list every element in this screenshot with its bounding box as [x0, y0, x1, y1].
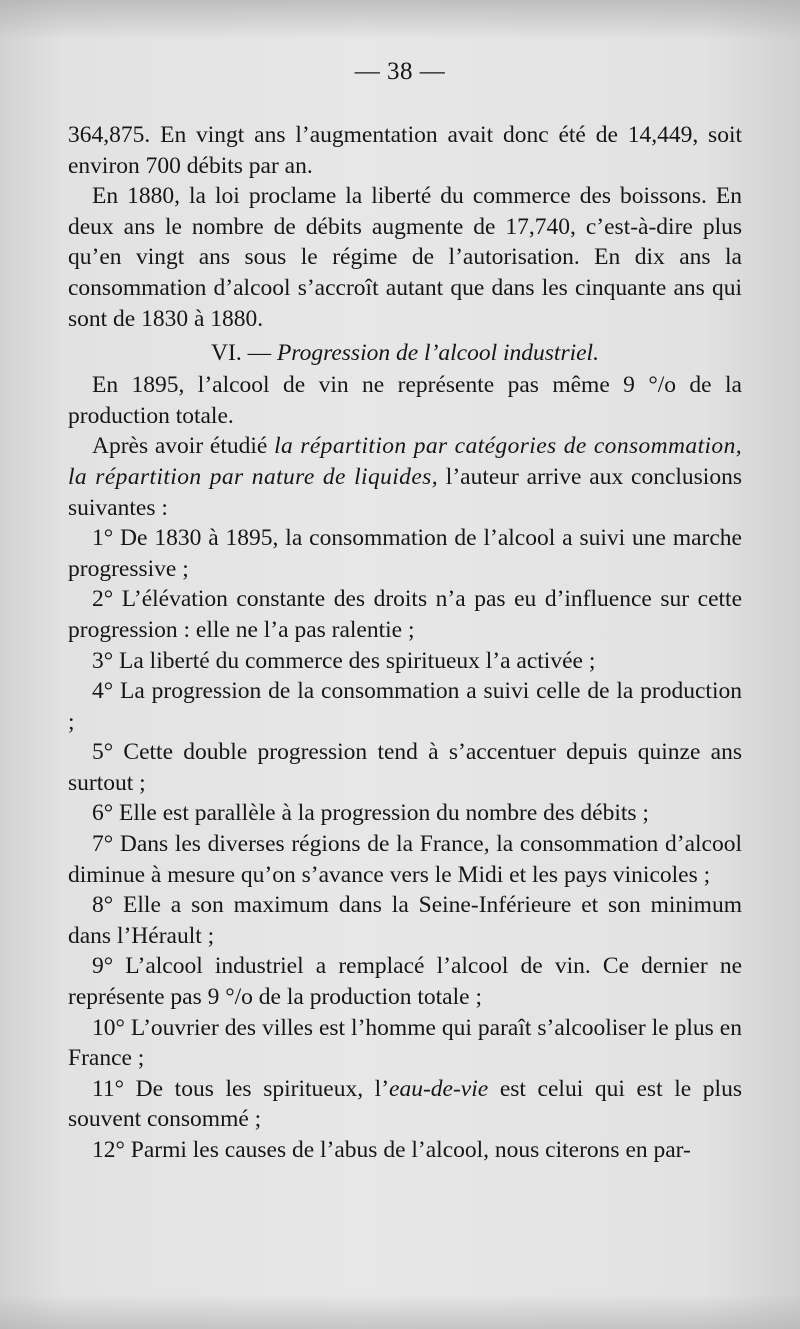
page-number: — 38 —: [354, 58, 446, 85]
paragraph-debit-increase: 364,875. En vingt ans l’augmentation avait donc été de 14,449, soit environ 700 débits par an.: [68, 122, 742, 179]
conclusion-item-7: 7° Dans les diverses régions de la France, la consommation d’alcool diminue à mesure qu’on s’avance vers le Midi et les pays vinicoles ;: [68, 831, 742, 888]
intro-text-after: l’auteur arrive aux conclusions suivantes :: [68, 463, 742, 521]
page-body: [68, 120, 742, 1166]
conclusion-item-3: 3° La liberté du commerce des spiritueux l’a activée ;: [92, 647, 596, 674]
conclusion-item-11: [68, 1074, 742, 1135]
conclusion-item-4: 4° La progression de la consommation a suivi celle de la production ;: [68, 678, 742, 735]
conclusion-11-text-before: 11° De tous les spiritueux, l’: [92, 1075, 390, 1102]
conclusion-item-8: 8° Elle a son maximum dans la Seine-Inférieure et son minimum dans l’Hérault ;: [68, 892, 742, 949]
conclusion-item-10: 10° L’ouvrier des villes est l’homme qui paraît s’alcooliser le plus en France ;: [68, 1014, 742, 1072]
conclusion-11-text-after: est celui qui est le plus souvent consommé ;: [68, 1075, 742, 1133]
conclusion-item-1: 1° De 1830 à 1895, la consommation de l’alcool a suivi une marche progressive ;: [68, 525, 742, 582]
conclusion-11-italic-term: eau-de-vie: [389, 1075, 489, 1102]
section-title: Progression de l’alcool industriel.: [276, 340, 599, 367]
paragraph-author-conclusions-intro: [68, 431, 742, 523]
intro-italic-categories: la répartition par catégories de consommation, la répartition par nature de liquides,: [68, 433, 743, 490]
intro-text-before: Après avoir étudié: [92, 433, 275, 460]
conclusion-item-9: 9° L’alcool industriel a remplacé l’alcool de vin. Ce dernier ne représente pas 9 °/o de la production totale ;: [68, 953, 742, 1011]
conclusion-item-5: 5° Cette double progression tend à s’accentuer depuis quinze ans surtout ;: [68, 739, 742, 796]
section-heading-vi: [68, 334, 742, 370]
paragraph-wine-alcohol-share: En 1895, l’alcool de vin ne représente pas même 9 °/o de la production totale.: [68, 372, 742, 429]
conclusion-item-12: 12° Parmi les causes de l’abus de l’alcool, nous citerons en par-: [92, 1137, 691, 1163]
conclusion-item-2: 2° L’élévation constante des droits n’a pas eu d’influence sur cette progression : elle ne l’a pas ralentie ;: [68, 586, 742, 643]
section-number: VI. —: [211, 340, 272, 367]
paragraph-liberty-1880: En 1880, la loi proclame la liberté du commerce des boissons. En deux ans le nombre de débits augmente de 17,740, c’est-à-dire plus qu’en vingt ans sous le régime de l’autorisation. En dix ans la consommation d’alcool s’accroît autant que dans les cinquante ans qui sont de 1830 à 1880.: [68, 183, 742, 332]
conclusion-item-6: 6° Elle est parallèle à la progression du nombre des débits ;: [92, 800, 649, 827]
